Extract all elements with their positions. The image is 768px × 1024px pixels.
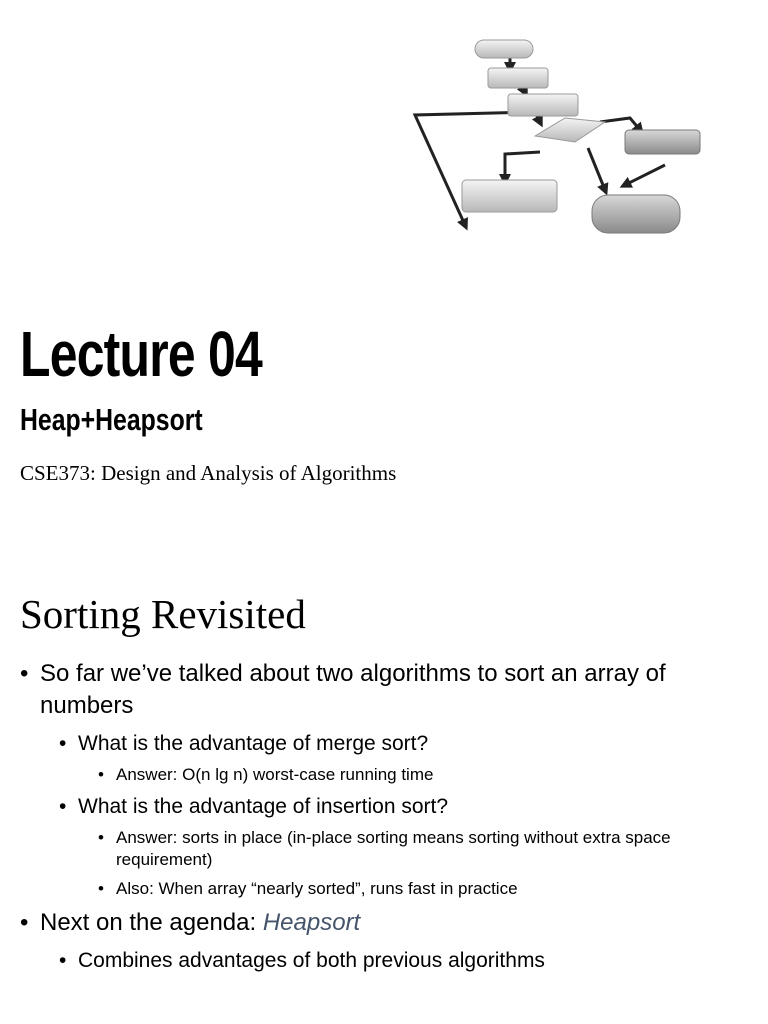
sub-sub-bullet-item — [0, 764, 716, 786]
bullet-text: Combines advantages of both previous algorithms — [78, 949, 545, 972]
bullet-dot-icon: • — [98, 879, 104, 898]
bullet-dot-icon: • — [59, 949, 67, 972]
sub-sub-bullet-item — [0, 827, 716, 871]
bullet-dot-icon: • — [59, 732, 67, 755]
bullet-text: What is the advantage of merge sort? — [78, 732, 429, 755]
bullet-dot-icon: • — [59, 795, 67, 818]
bullet-list — [0, 658, 768, 981]
bullet-dot-icon: • — [98, 765, 104, 784]
bullet-text: What is the advantage of insertion sort? — [78, 795, 449, 818]
bullet-dot-icon: • — [98, 828, 104, 847]
bullet-dot-icon: • — [20, 909, 29, 936]
lecture-title: Lecture 04 — [20, 318, 262, 390]
sub-bullet-item — [0, 947, 728, 975]
sub-bullet-item — [0, 730, 728, 758]
bullet-text: Next on the agenda: — [40, 909, 263, 936]
bullet-item — [0, 907, 740, 939]
bullet-text: Answer: sorts in place (in-place sorting means sorting without extra space requirement) — [116, 828, 671, 869]
bullet-item — [0, 658, 740, 722]
lecture-subtitle: Heap+Heapsort — [20, 402, 203, 437]
heapsort-emphasis: Heapsort — [262, 909, 361, 936]
bullet-text: So far we’ve talked about two algorithms to sort an array of numbers — [40, 660, 666, 719]
bullet-dot-icon: • — [20, 660, 29, 687]
slide-heading: Sorting Revisited — [20, 591, 306, 637]
course-name: CSE373: Design and Analysis of Algorithms — [20, 461, 397, 485]
sub-bullet-item — [0, 793, 728, 821]
bullet-text: Answer: O(n lg n) worst-case running time — [116, 765, 434, 784]
flowchart-illustration — [400, 30, 710, 255]
sub-sub-bullet-item — [0, 878, 716, 900]
bullet-text: Also: When array “nearly sorted”, runs fast in practice — [116, 879, 518, 898]
